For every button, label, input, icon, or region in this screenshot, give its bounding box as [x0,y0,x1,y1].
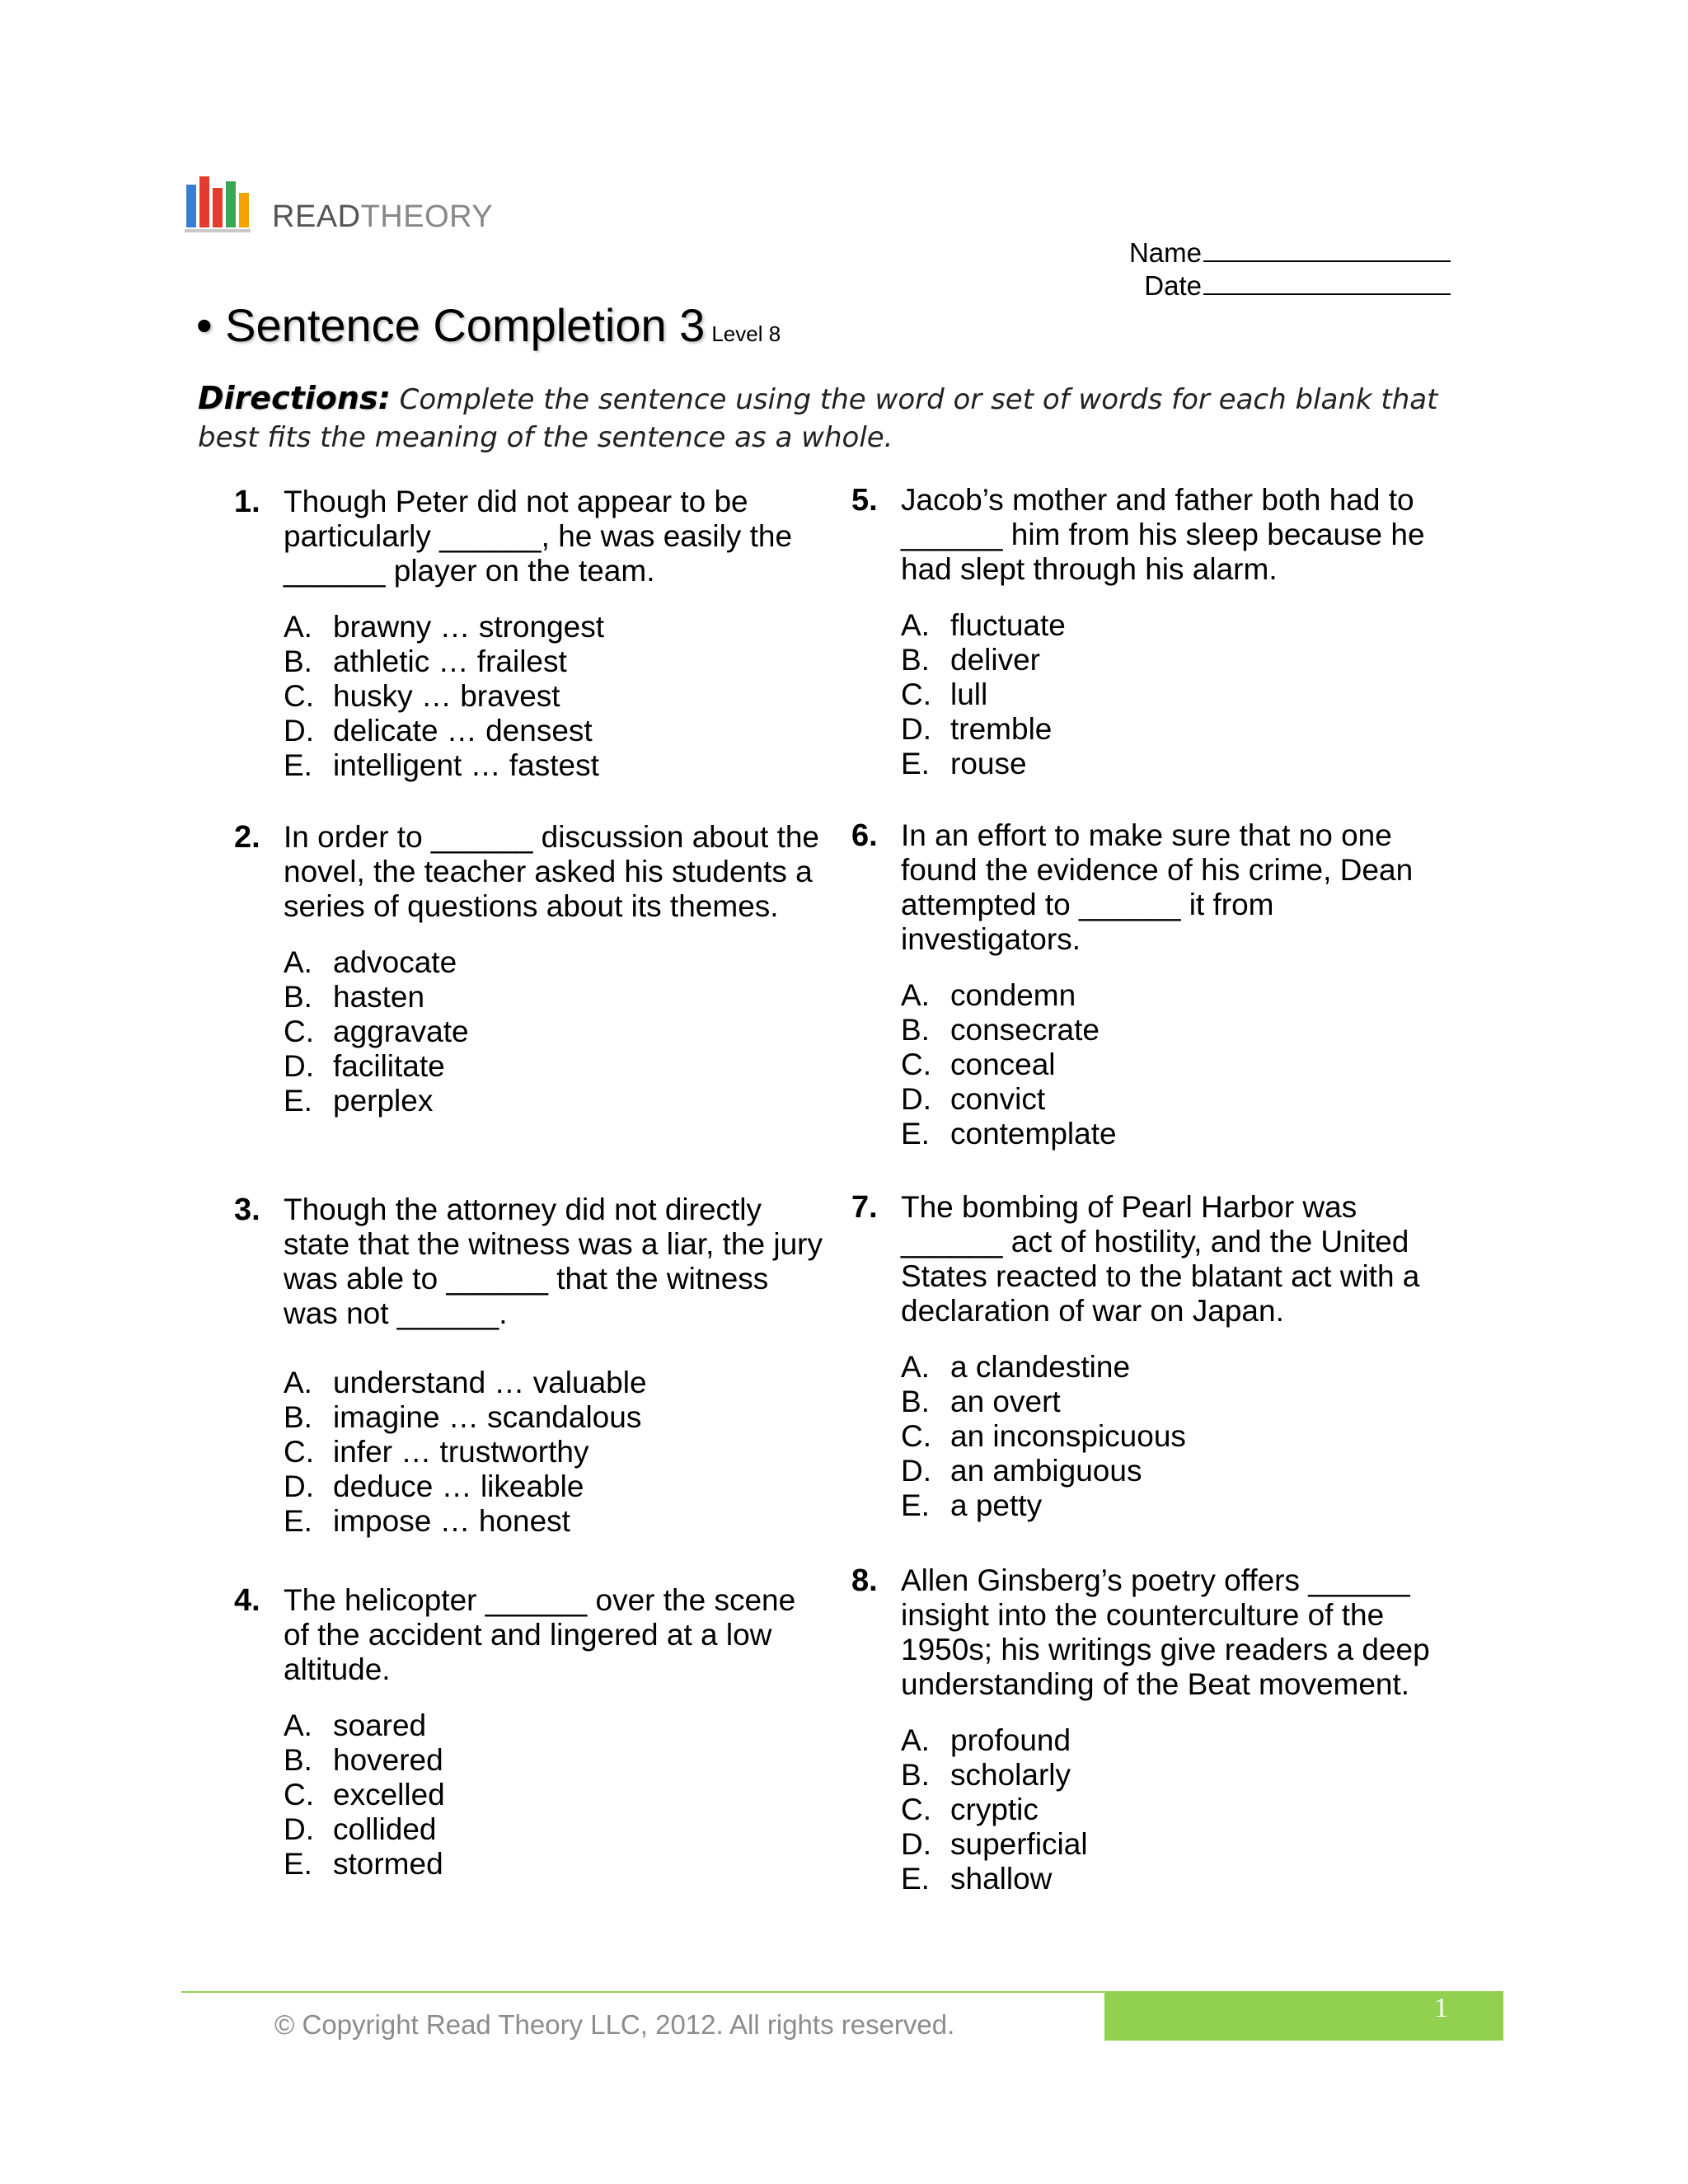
question-number: 8. [851,1563,878,1598]
question-stem: The helicopter ______ over the scene of the accident and lingered at a low altitude. [284,1583,796,1686]
answer-option[interactable]: B. scholarly [901,1758,1071,1792]
answer-options [284,1708,844,1882]
answer-option[interactable]: A. a clandestine [901,1350,1131,1384]
answer-option[interactable]: D. deduce … likeable [284,1469,584,1503]
answer-option[interactable]: E. perplex [284,1084,434,1118]
answer-option[interactable]: E. intelligent … fastest [284,748,599,782]
answer-option[interactable]: D. convict [901,1082,1046,1116]
question-number: 1. [234,485,260,519]
answer-option[interactable]: D. tremble [901,712,1053,746]
name-label: Name [1128,237,1202,268]
answer-option[interactable]: E. rouse [901,747,1027,780]
directions [198,379,1451,457]
name-date-block [1104,236,1451,302]
answer-option[interactable]: B. athletic … frailest [284,644,567,678]
question-stem: Jacob’s mother and father both had to ______ him from his sleep because he had slept through his alarm. [901,483,1425,586]
answer-option[interactable]: C. infer … trustworthy [284,1435,589,1469]
answer-option[interactable]: A. fluctuate [901,608,1066,642]
title-text: Sentence Completion 3 [225,299,706,351]
directions-text: Complete the sentence using the word or set of words for each blank that best fits the meaning of the sentence as a whole. [198,383,1438,454]
answer-option[interactable]: A. advocate [284,945,457,979]
answer-option[interactable]: B. consecrate [901,1013,1100,1047]
answer-options [284,610,844,783]
answer-option[interactable]: E. stormed [284,1847,443,1881]
question-6 [851,818,1461,1151]
question-number: 4. [234,1583,260,1618]
answer-option[interactable]: D. delicate … densest [284,714,593,748]
answer-option[interactable]: D. superficial [901,1827,1088,1861]
level-label: Level 8 [711,321,781,346]
answer-option[interactable]: A. soared [284,1708,427,1742]
answer-option[interactable]: C. lull [901,677,988,711]
question-8 [851,1563,1461,1896]
question-stem: In order to ______ discussion about the novel, the teacher asked his students a series of questions about its themes. [284,820,820,923]
question-stem: Allen Ginsberg’s poetry offers ______ insight into the counterculture of the 1950s; his writings give readers a deep understanding of the Beat movement. [901,1563,1430,1701]
answer-options [901,1350,1461,1523]
name-row [1104,236,1451,269]
answer-options [901,608,1461,781]
question-number: 6. [851,818,878,853]
answer-option[interactable]: E. contemplate [901,1117,1117,1151]
answer-option[interactable]: C. excelled [284,1778,445,1811]
answer-option[interactable]: D. facilitate [284,1049,445,1083]
readtheory-logo [185,175,255,237]
answer-option[interactable]: A. brawny … strongest [284,610,605,644]
question-stem: Though the attorney did not directly state that the witness was a liar, the jury was able to ______ that the witness was not ______. [284,1193,823,1330]
answer-option[interactable]: D. an ambiguous [901,1454,1142,1488]
question-number: 3. [234,1193,260,1227]
answer-option[interactable]: B. deliver [901,643,1040,677]
question-5 [851,483,1461,781]
question-stem: Though Peter did not appear to be particularly ______, he was easily the ______ player on the team. [284,485,793,588]
answer-options [901,978,1461,1151]
answer-options [901,1723,1461,1896]
question-stem: The bombing of Pearl Harbor was ______ act of hostility, and the United States reacted to the blatant act with a declaration of war on Japan. [901,1190,1420,1328]
answer-options [284,1366,844,1539]
footer-divider [181,1991,1104,1993]
answer-option[interactable]: B. hovered [284,1743,443,1777]
question-4 [234,1583,844,1882]
question-number: 5. [851,483,878,518]
question-stem: In an effort to make sure that no one found the evidence of his crime, Dean attempted to ______ it from investigators. [901,818,1414,956]
answer-option[interactable]: A. condemn [901,978,1076,1012]
answer-option[interactable]: C. conceal [901,1047,1056,1081]
date-field[interactable] [1203,269,1451,295]
answer-option[interactable]: C. an inconspicuous [901,1419,1186,1453]
answer-option[interactable]: E. shallow [901,1862,1053,1896]
answer-option[interactable]: D. collided [284,1812,437,1846]
date-label: Date [1144,270,1202,301]
answer-option[interactable]: B. imagine … scandalous [284,1400,642,1434]
question-7 [851,1190,1461,1523]
answer-option[interactable]: C. cryptic [901,1793,1039,1826]
question-1 [234,485,844,783]
question-2 [234,820,844,1118]
answer-option[interactable]: E. a petty [901,1488,1043,1522]
answer-option[interactable]: C. aggravate [284,1015,469,1048]
answer-options [284,945,844,1118]
question-number: 2. [234,820,260,855]
answer-option[interactable]: E. impose … honest [284,1504,570,1538]
title-bullet: • [196,299,213,351]
question-number: 7. [851,1190,878,1225]
answer-option[interactable]: B. an overt [901,1385,1061,1418]
brand-name: READTHEORY [272,199,494,234]
name-field[interactable] [1203,236,1451,262]
answer-option[interactable]: A. understand … valuable [284,1366,647,1399]
directions-label: Directions: [198,380,391,416]
date-row [1104,269,1451,302]
copyright-text: © Copyright Read Theory LLC, 2012. All rights reserved. [274,2009,955,2040]
answer-option[interactable]: C. husky … bravest [284,679,560,713]
question-3 [234,1193,844,1539]
answer-option[interactable]: A. profound [901,1723,1071,1757]
page-number: 1 [1434,1993,1448,2023]
answer-option[interactable]: B. hasten [284,980,425,1014]
page-title [196,298,781,352]
